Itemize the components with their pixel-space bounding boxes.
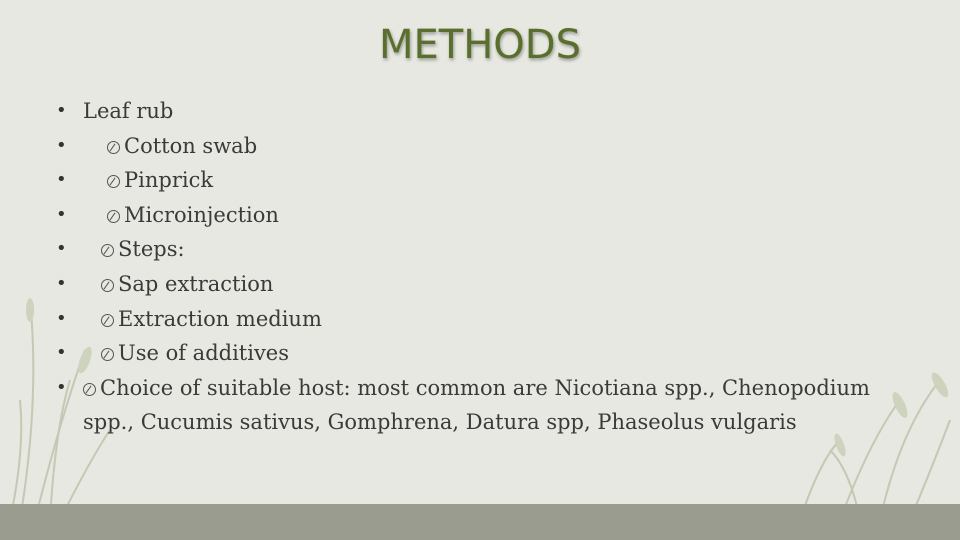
bullet-item [56, 163, 936, 198]
bullet-text: Use of additives [118, 341, 290, 366]
bullet-text: Leaf rub [83, 99, 174, 123]
leaf-bullet-icon [101, 348, 114, 361]
leaf-bullet-icon [101, 279, 114, 292]
leaf-bullet-icon [83, 383, 96, 396]
bullet-text: Sap extraction [118, 271, 274, 296]
bullet-dot: • [56, 134, 67, 156]
bullet-text: Choice of suitable host: most common are Nicotiana spp., Chenopodium spp., Cucumis sativus, Gomphrena, Datura spp, Phaseolus vulgaris [83, 375, 870, 435]
bullet-item [56, 371, 873, 440]
leaf-bullet-icon [101, 244, 114, 257]
bullet-text: Extraction medium [118, 306, 322, 331]
bullet-dot: • [56, 376, 67, 398]
bullet-dot: • [56, 272, 67, 294]
bullet-text: Steps: [118, 237, 185, 262]
bullet-dot: • [56, 100, 67, 121]
bullet-item [56, 94, 936, 129]
leaf-bullet-icon [107, 141, 120, 154]
bullet-item [56, 129, 936, 164]
bullet-item [56, 302, 936, 337]
leaf-bullet-icon [107, 175, 120, 188]
bullet-item [56, 336, 936, 371]
bullet-text: Microinjection [124, 202, 279, 227]
bullet-dot: • [56, 307, 67, 329]
slide-title: METHODS [379, 22, 581, 68]
bullet-dot: • [56, 342, 67, 364]
leaf-bullet-icon [107, 210, 120, 223]
bullet-dot: • [56, 169, 67, 191]
leaf-bullet-icon [101, 314, 114, 327]
bullet-list [56, 94, 936, 440]
ground-strip [0, 504, 960, 540]
bullet-item [56, 267, 936, 302]
bullet-item [56, 232, 936, 267]
bullet-item [56, 198, 936, 233]
bullet-dot: • [56, 203, 67, 225]
bullet-text: Cotton swab [124, 133, 258, 158]
bullet-text: Pinprick [124, 168, 214, 193]
bullet-dot: • [56, 238, 67, 260]
